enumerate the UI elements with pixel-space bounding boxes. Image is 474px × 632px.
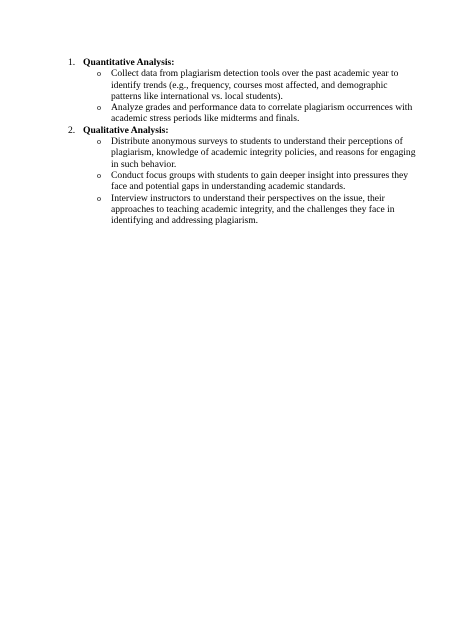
- bullet-text: Collect data from plagiarism detection tools over the past academic year to identify trends (e.g., frequency, courses most affected, and demographic patterns like international vs. local students).: [111, 68, 399, 102]
- document-content: [68, 57, 420, 226]
- section-quantitative-analysis: [68, 57, 420, 125]
- bullet-marker: o: [97, 69, 101, 79]
- section-title: Qualitative Analysis:: [83, 124, 169, 136]
- bullet-marker: o: [97, 137, 101, 147]
- bullet-text: Distribute anonymous surveys to students to understand their perceptions of plagiarism, knowledge of academic integrity policies, and reasons for engaging in such behavior.: [111, 136, 416, 170]
- list-item: [83, 170, 420, 193]
- section-qualitative-analysis: [68, 125, 420, 227]
- bullet-list: [83, 136, 420, 226]
- list-item: [83, 136, 420, 170]
- section-number: 1.: [68, 57, 76, 68]
- bullet-text: Analyze grades and performance data to correlate plagiarism occurrences with academic stress periods like midterms and finals.: [111, 102, 413, 125]
- bullet-marker: o: [97, 193, 101, 203]
- bullet-list: [83, 68, 420, 124]
- bullet-marker: o: [97, 103, 101, 113]
- bullet-marker: o: [97, 170, 101, 180]
- list-item: [83, 102, 420, 125]
- list-item: [83, 68, 420, 102]
- section-title: Quantitative Analysis:: [83, 57, 175, 68]
- section-number: 2.: [68, 124, 76, 136]
- list-item: [83, 193, 420, 227]
- bullet-text: Interview instructors to understand their perspectives on the issue, their approaches to teaching academic integrity, and the challenges they face in identifying and addressing plagiarism.: [111, 192, 395, 227]
- bullet-text: Conduct focus groups with students to gain deeper insight into pressures they face and potential gaps in understanding academic standards.: [111, 169, 409, 193]
